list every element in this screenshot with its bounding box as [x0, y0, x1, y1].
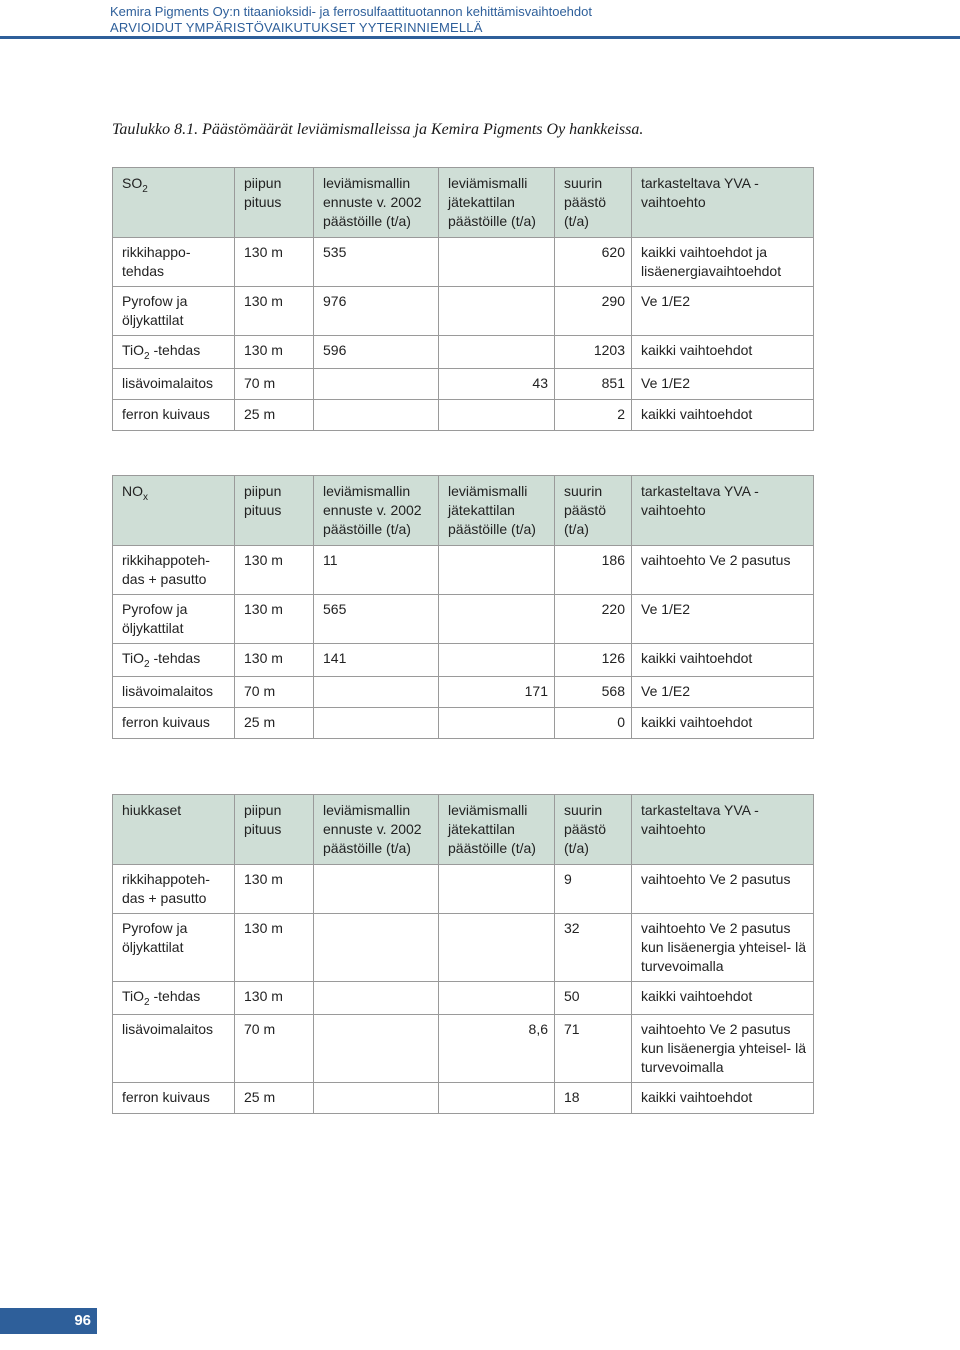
row-max: 620	[555, 238, 632, 287]
row-stack: 25 m	[235, 708, 314, 739]
table-row	[113, 982, 814, 1015]
row-max: 568	[555, 677, 632, 708]
row-model-waste	[439, 982, 555, 1015]
row-model2002: 565	[314, 595, 439, 644]
header-model-waste: leviämismalli jätekattilan päästöille (t/a)	[439, 476, 555, 546]
row-stack: 130 m	[235, 982, 314, 1015]
row-stack: 25 m	[235, 400, 314, 431]
row-model2002	[314, 677, 439, 708]
row-source: Pyrofow ja öljykattilat	[113, 914, 235, 982]
header-model2002: leviämismallin ennuste v. 2002 päästöille (t/a)	[314, 168, 439, 238]
table-caption: Taulukko 8.1. Päästömäärät leviämismalleissa ja Kemira Pigments Oy hankkeissa.	[112, 121, 644, 138]
row-max: 32	[555, 914, 632, 982]
row-max: 0	[555, 708, 632, 739]
row-model2002: 596	[314, 336, 439, 369]
row-source: ferron kuivaus	[113, 1083, 235, 1114]
header-model2002: leviämismallin ennuste v. 2002 päästöille (t/a)	[314, 795, 439, 865]
running-header	[110, 4, 592, 35]
row-stack: 130 m	[235, 287, 314, 336]
row-stack: 130 m	[235, 546, 314, 595]
row-alt: kaikki vaihtoehdot	[632, 982, 814, 1015]
header-stack: piipun pituus	[235, 168, 314, 238]
table-row	[113, 1083, 814, 1114]
row-model2002	[314, 708, 439, 739]
so2-table	[112, 167, 814, 431]
row-source: rikkihappoteh- das + pasutto	[113, 865, 235, 914]
row-alt: kaikki vaihtoehdot	[632, 400, 814, 431]
row-model-waste: 8,6	[439, 1015, 555, 1083]
row-model-waste	[439, 644, 555, 677]
table-row	[113, 400, 814, 431]
header-subtitle: ARVIOIDUT YMPÄRISTÖVAIKUTUKSET YYTERINNIEMELLÄ	[110, 20, 483, 35]
header-alt: tarkasteltava YVA -vaihtoehto	[632, 168, 814, 238]
row-source: TiO$_2$ -tehdas	[113, 644, 235, 677]
row-stack: 130 m	[235, 595, 314, 644]
row-alt: Ve 1/E2	[632, 595, 814, 644]
header-alt: tarkasteltava YVA -vaihtoehto	[632, 476, 814, 546]
row-alt: kaikki vaihtoehdot	[632, 644, 814, 677]
row-alt: kaikki vaihtoehdot ja lisäenergiavaihtoehdot	[632, 238, 814, 287]
particles-table	[112, 794, 814, 1114]
row-model2002: 976	[314, 287, 439, 336]
row-stack: 70 m	[235, 369, 314, 400]
row-source: ferron kuivaus	[113, 708, 235, 739]
row-alt: vaihtoehto Ve 2 pasutus kun lisäenergia yhteisel- lä turvevoimalla	[632, 914, 814, 982]
nox-table	[112, 475, 814, 739]
row-model2002: 535	[314, 238, 439, 287]
header-stack: piipun pituus	[235, 795, 314, 865]
row-max: 220	[555, 595, 632, 644]
row-stack: 70 m	[235, 677, 314, 708]
row-model-waste	[439, 400, 555, 431]
row-model2002	[314, 1083, 439, 1114]
row-model2002: 11	[314, 546, 439, 595]
header-max: suurin päästö (t/a)	[555, 795, 632, 865]
table-row	[113, 677, 814, 708]
row-source: TiO$_2$ -tehdas	[113, 336, 235, 369]
so2-label: $SO_2$	[113, 168, 235, 238]
row-model-waste	[439, 708, 555, 739]
row-max: 71	[555, 1015, 632, 1083]
row-stack: 130 m	[235, 238, 314, 287]
nox-label: $NO_x$	[113, 476, 235, 546]
table-row	[113, 914, 814, 982]
row-stack: 25 m	[235, 1083, 314, 1114]
row-source: Pyrofow ja öljykattilat	[113, 287, 235, 336]
table-row	[113, 546, 814, 595]
header-model2002: leviämismallin ennuste v. 2002 päästöille (t/a)	[314, 476, 439, 546]
header-model-waste: leviämismalli jätekattilan päästöille (t/a)	[439, 795, 555, 865]
row-max: 126	[555, 644, 632, 677]
row-max: 290	[555, 287, 632, 336]
row-source: lisävoimalaitos	[113, 677, 235, 708]
row-alt: Ve 1/E2	[632, 369, 814, 400]
header-title: Kemira Pigments Oy:n titaanioksidi- ja ferrosulfaattituotannon kehittämisvaihtoehdot	[110, 4, 592, 19]
row-model-waste	[439, 1083, 555, 1114]
row-model2002	[314, 400, 439, 431]
row-model-waste: 171	[439, 677, 555, 708]
row-model-waste	[439, 865, 555, 914]
table-row	[113, 644, 814, 677]
row-model-waste	[439, 238, 555, 287]
row-max: 1203	[555, 336, 632, 369]
row-stack: 130 m	[235, 336, 314, 369]
row-source: ferron kuivaus	[113, 400, 235, 431]
row-alt: vaihtoehto Ve 2 pasutus	[632, 546, 814, 595]
row-max: 2	[555, 400, 632, 431]
row-stack: 130 m	[235, 865, 314, 914]
header-rule	[0, 36, 960, 39]
row-alt: vaihtoehto Ve 2 pasutus	[632, 865, 814, 914]
so2-header-row	[113, 168, 814, 238]
header-stack: piipun pituus	[235, 476, 314, 546]
row-model-waste	[439, 336, 555, 369]
table-row	[113, 595, 814, 644]
row-model-waste	[439, 546, 555, 595]
header-alt: tarkasteltava YVA -vaihtoehto	[632, 795, 814, 865]
row-max: 186	[555, 546, 632, 595]
nox-header-row	[113, 476, 814, 546]
header-max: suurin päästö (t/a)	[555, 476, 632, 546]
row-source: lisävoimalaitos	[113, 369, 235, 400]
table-row	[113, 287, 814, 336]
row-alt: vaihtoehto Ve 2 pasutus kun lisäenergia yhteisel- lä turvevoimalla	[632, 1015, 814, 1083]
table-row	[113, 865, 814, 914]
row-max: 18	[555, 1083, 632, 1114]
row-model2002	[314, 865, 439, 914]
row-max: 50	[555, 982, 632, 1015]
row-alt: kaikki vaihtoehdot	[632, 336, 814, 369]
row-source: Pyrofow ja öljykattilat	[113, 595, 235, 644]
row-stack: 130 m	[235, 644, 314, 677]
row-alt: Ve 1/E2	[632, 287, 814, 336]
table-row	[113, 238, 814, 287]
table-row	[113, 336, 814, 369]
row-model-waste	[439, 914, 555, 982]
row-source: rikkihappo- tehdas	[113, 238, 235, 287]
row-model-waste	[439, 595, 555, 644]
row-model-waste: 43	[439, 369, 555, 400]
header-max: suurin päästö (t/a)	[555, 168, 632, 238]
row-source: TiO$_2$ -tehdas	[113, 982, 235, 1015]
row-model2002	[314, 914, 439, 982]
row-stack: 70 m	[235, 1015, 314, 1083]
row-model-waste	[439, 287, 555, 336]
particles-label: hiukkaset	[113, 795, 235, 865]
row-alt: Ve 1/E2	[632, 677, 814, 708]
row-source: rikkihappoteh- das + pasutto	[113, 546, 235, 595]
page-number: 96	[74, 1312, 91, 1329]
header-model-waste: leviämismalli jätekattilan päästöille (t/a)	[439, 168, 555, 238]
table-row	[113, 708, 814, 739]
table-row	[113, 369, 814, 400]
row-max: 851	[555, 369, 632, 400]
row-max: 9	[555, 865, 632, 914]
row-model2002: 141	[314, 644, 439, 677]
particles-header-row	[113, 795, 814, 865]
row-alt: kaikki vaihtoehdot	[632, 1083, 814, 1114]
table-row	[113, 1015, 814, 1083]
row-model2002	[314, 982, 439, 1015]
row-model2002	[314, 1015, 439, 1083]
row-model2002	[314, 369, 439, 400]
page-number-box	[0, 1308, 97, 1334]
row-alt: kaikki vaihtoehdot	[632, 708, 814, 739]
row-source: lisävoimalaitos	[113, 1015, 235, 1083]
row-stack: 130 m	[235, 914, 314, 982]
